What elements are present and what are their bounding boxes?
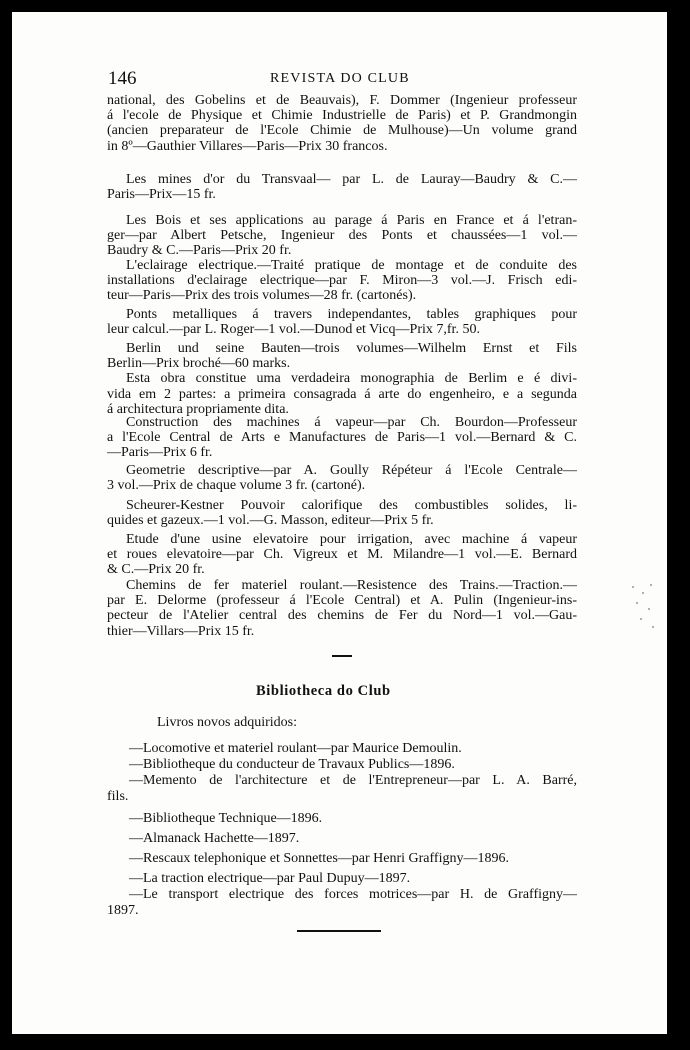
- list-item: —Memento de l'architecture et de l'Entrepreneur—par L. A. Barré,: [129, 773, 577, 788]
- list-item: —Locomotive et materiel roulant—par Maurice Demoulin.: [129, 741, 462, 756]
- text-line: Paris—Prix—15 fr.: [107, 187, 216, 203]
- list-item: —Bibliotheque du conducteur de Travaux Publics—1896.: [129, 757, 455, 772]
- text-line: Scheurer-Kestner Pouvoir calorifique des combustibles solides, li-: [126, 498, 577, 513]
- page: [12, 12, 667, 1034]
- bibliography-entry: [107, 307, 577, 337]
- running-title: REVISTA DO CLUB: [270, 71, 410, 86]
- text-line: L'eclairage electrique.—Traité pratique de montage et de conduite des: [126, 258, 577, 273]
- text-line: par E. Delorme (professeur á l'Ecole Central) et A. Pulin (Ingenieur-ins-: [107, 593, 577, 609]
- list-item: —Bibliotheque Technique—1896.: [129, 811, 323, 826]
- list-intro: Livros novos adquiridos:: [157, 715, 297, 730]
- text-line: Etude d'une usine elevatoire pour irrigation, avec machine á vapeur: [126, 532, 577, 547]
- section-divider: [332, 655, 352, 657]
- text-line: á architectura propriamente dita.: [107, 401, 289, 417]
- text-line: Geometrie descriptive—par A. Goully Répéteur á l'Ecole Centrale—: [126, 463, 577, 478]
- bibliography-entry: [107, 172, 577, 202]
- bibliography-entry: [107, 93, 577, 154]
- bibliography-entry: [107, 258, 577, 304]
- list-item: 1897.: [107, 903, 139, 918]
- bibliography-entry: [107, 415, 577, 461]
- text-line: Berlin—Prix broché—60 marks.: [107, 356, 291, 372]
- text-line: 3 vol.—Prix de chaque volume 3 fr. (cartoné).: [107, 478, 366, 494]
- text-line: leur calcul.—par L. Roger—1 vol.—Dunod et Vicq—Prix 7,fr. 50.: [107, 322, 480, 338]
- bibliography-entry: [107, 341, 577, 417]
- text-line: Construction des machines á vapeur—par Ch. Bourdon—Professeur: [126, 415, 577, 430]
- bibliography-entry: [107, 578, 577, 639]
- text-line: a l'Ecole Central de Arts e Manufactures de Paris—1 vol.—Bernard & C.: [107, 430, 577, 446]
- list-item: —Almanack Hachette—1897.: [129, 831, 300, 846]
- text-line: in 8º—Gauthier Villares—Paris—Prix 30 francos.: [107, 138, 388, 154]
- text-line: á l'ecole de Physique et Chimie Industrielle de Paris) et P. Grandmongin: [107, 108, 577, 124]
- bibliography-entry: [107, 213, 577, 259]
- text-line: Ponts metalliques á travers independantes, tables graphiques pour: [126, 307, 577, 322]
- bibliography-entry: [107, 463, 577, 493]
- list-item: —Rescaux telephonique et Sonnettes—par Henri Graffigny—1896.: [129, 851, 509, 866]
- text-line: Baudry & C.—Paris—Prix 20 fr.: [107, 243, 292, 259]
- text-line: national, des Gobelins et de Beauvais), F. Dommer (Ingenieur professeur: [107, 93, 577, 108]
- closing-rule: [297, 930, 381, 932]
- text-line: (ancien preparateur de l'Ecole Chimie de Mulhouse)—Un volume grand: [107, 123, 577, 139]
- text-line: Les mines d'or du Transvaal— par L. de Lauray—Baudry & C.—: [126, 172, 577, 187]
- bibliography-entry: [107, 532, 577, 578]
- list-item: —Le transport electrique des forces motrices—par H. de Graffigny—: [129, 887, 577, 902]
- text-line: Les Bois et ses applications au parage á Paris en France et á l'etran-: [126, 213, 577, 228]
- text-line: quides et gazeux.—1 vol.—G. Masson, editeur—Prix 5 fr.: [107, 513, 434, 529]
- section-heading: Bibliotheca do Club: [256, 683, 391, 699]
- list-item: fils.: [107, 789, 129, 804]
- text-line: et roues elevatoire—par Ch. Vigreux et M. Milandre—1 vol.—E. Bernard: [107, 547, 577, 563]
- list-item: —La traction electrique—par Paul Dupuy—1897.: [129, 871, 411, 886]
- print-speckle: [630, 582, 658, 632]
- text-line: ger—par Albert Petsche, Ingenieur des Ponts et chaussées—1 vol.—: [107, 228, 577, 244]
- text-line: & C.—Prix 20 fr.: [107, 562, 205, 578]
- text-line: Chemins de fer materiel roulant.—Resistence des Trains.—Traction.—: [126, 578, 577, 593]
- text-line: installations d'eclairage electrique—par F. Miron—3 vol.—J. Frisch edi-: [107, 273, 577, 289]
- text-line: teur—Paris—Prix des trois volumes—28 fr. (cartonés).: [107, 288, 417, 304]
- library-list: [107, 715, 577, 919]
- bibliography-entry: [107, 498, 577, 528]
- text-line: —Paris—Prix 6 fr.: [107, 445, 213, 461]
- page-number: 146: [108, 68, 137, 89]
- text-line: Berlin und seine Bauten—trois volumes—Wilhelm Ernst et Fils: [126, 341, 577, 356]
- text-line: vida em 2 partes: a primeira consagrada á arte do engenheiro, e a segunda: [107, 386, 577, 402]
- text-line: thier—Villars—Prix 15 fr.: [107, 623, 255, 639]
- text-line: Esta obra constitue uma verdadeira monographia de Berlim e é divi-: [126, 371, 577, 387]
- text-line: pecteur de l'Atelier central des chemins de Fer du Nord—1 vol.—Gau-: [107, 608, 577, 624]
